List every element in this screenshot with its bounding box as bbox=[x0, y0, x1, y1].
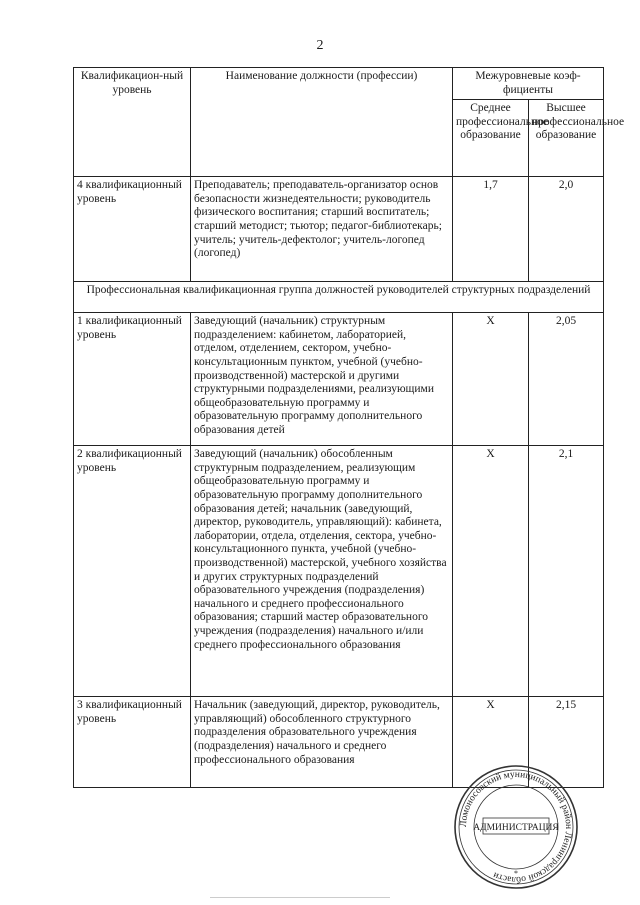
coef-secondary-cell: Х bbox=[453, 446, 529, 697]
level-cell: 3 квалификационный уровень bbox=[74, 697, 191, 788]
official-stamp bbox=[453, 764, 579, 890]
group-title-row bbox=[74, 282, 604, 313]
coef-secondary-cell: 1,7 bbox=[453, 177, 529, 282]
table-row bbox=[74, 446, 604, 697]
table-header-row bbox=[74, 68, 604, 100]
stamp-center-text: АДМИНИСТРАЦИЯ bbox=[473, 823, 559, 833]
position-name-cell: Преподаватель; преподаватель-организатор основ безопасности жизнедеятельности; руководитель физического воспитания; старший воспитатель; старший методист; тьютор; педагог-библиотекарь; учитель; учитель-дефектолог; учитель-логопед (логопед) bbox=[191, 177, 453, 282]
coef-higher-cell: 2,15 bbox=[529, 697, 604, 788]
svg-text:*: * bbox=[514, 869, 518, 878]
position-name-cell: Заведующий (начальник) структурным подразделением: кабинетом, лабораторией, отделом, отделением, сектором, учебно-консультационным пунктом, учебной (учебно-производственной) мастерской и другими структурными подразделениями, реализующими общеобразовательную программу и образовательную программу дополнительного образования детей bbox=[191, 313, 453, 446]
coef-higher-cell: 2,1 bbox=[529, 446, 604, 697]
header-coef-secondary: Среднее профессиональное образование bbox=[453, 100, 529, 177]
group-title: Профессиональная квалификационная группа должностей руководителей структурных подразделений bbox=[74, 282, 604, 313]
position-name-cell: Начальник (заведующий, директор, руководитель, управляющий) обособленного структурного подразделения образовательного учреждения (подразделения) начального и среднего профессионального образования bbox=[191, 697, 453, 788]
position-name-cell: Заведующий (начальник) обособленным структурным подразделением, реализующим общеобразовательную программу и образовательную программу дополнительного образования детей; начальник (заведующий, директор, руководитель, управляющий): кабинета, лаборатории, отдела, отделения, сектора, учебно-консультационного пункта, учебной (учебно-производственной) мастерской, учебного хозяйства и других структурных подразделений образовательного учреждения (подразделения) начального и среднего профессионального образования; старший мастер образовательного учреждения (подразделения) начального и/или среднего профессионального образования bbox=[191, 446, 453, 697]
coef-higher-cell: 2,05 bbox=[529, 313, 604, 446]
table-row bbox=[74, 313, 604, 446]
header-coefficients: Межуровневые коэф-фициенты bbox=[453, 68, 604, 100]
bottom-divider bbox=[210, 897, 390, 898]
qualification-table bbox=[73, 67, 625, 788]
coef-secondary-cell: Х bbox=[453, 313, 529, 446]
coef-secondary-cell: Х bbox=[453, 697, 529, 788]
table-row bbox=[74, 177, 604, 282]
coef-higher-cell: 2,0 bbox=[529, 177, 604, 282]
level-cell: 4 квалификационный уровень bbox=[74, 177, 191, 282]
level-cell: 1 квалификационный уровень bbox=[74, 313, 191, 446]
stamp-outer-text: Ломоносовский муниципальный район Ленинградской области bbox=[458, 769, 574, 885]
page-number: 2 bbox=[316, 38, 324, 53]
header-name: Наименование должности (профессии) bbox=[191, 68, 453, 177]
header-level: Квалификацион-ный уровень bbox=[74, 68, 191, 177]
header-coef-higher: Высшее профессиональное образование bbox=[529, 100, 604, 177]
level-cell: 2 квалификационный уровень bbox=[74, 446, 191, 697]
stamp-seal-icon bbox=[453, 764, 579, 890]
